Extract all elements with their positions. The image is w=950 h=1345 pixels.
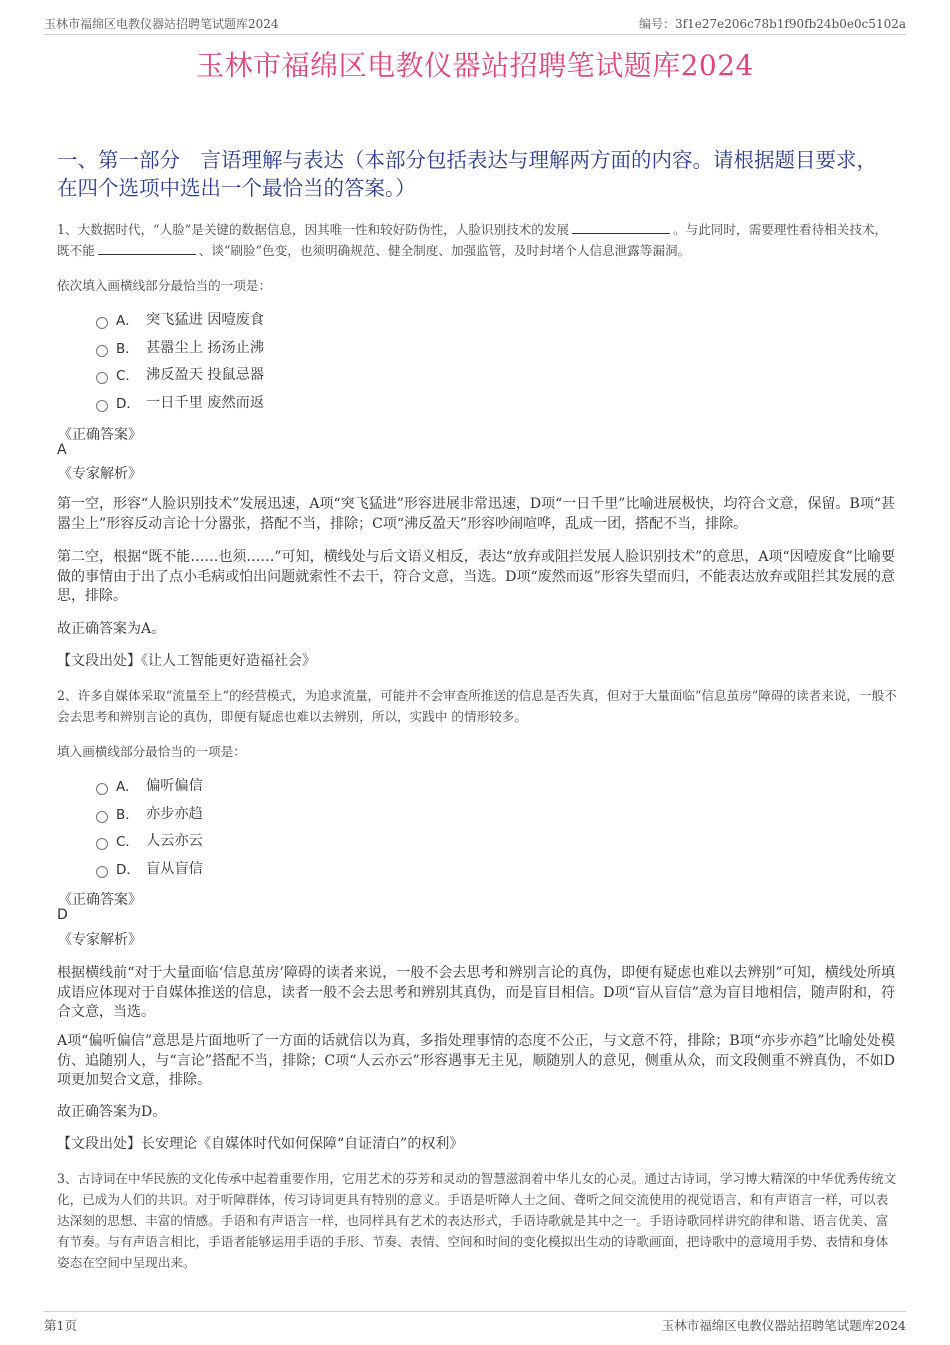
option-b[interactable]: [96, 799, 203, 827]
option-letter: B．: [116, 806, 139, 823]
question-1-part-c: 、谈“刷脸”色变，也须明确规范、健全制度、加强监管，及时封堵个人信息泄露等漏洞。: [198, 243, 691, 258]
option-letter: B．: [116, 340, 139, 357]
page-number: 第1页: [44, 1318, 77, 1333]
option-b[interactable]: [96, 333, 264, 361]
page-footer: [44, 1311, 906, 1336]
option-text: 人云亦云: [146, 833, 203, 850]
question-1-prompt: 依次填入画横线部分最恰当的一项是：: [57, 278, 272, 293]
question-1-part-b: 。与此同时，需要理性看待相关技术，既不能: [57, 222, 888, 258]
answer-blank: [98, 243, 196, 255]
correct-answer: A: [57, 442, 67, 458]
analysis-conclusion: 故正确答案为D。: [57, 1104, 167, 1120]
radio-button[interactable]: [96, 783, 108, 795]
analysis-paragraph: A项“偏听偏信”意思是片面地听了一方面的话就信以为真，多指处理事情的态度不公正，与文意不符，排除；B项“亦步亦趋”比喻处处模仿、追随别人，与“言论”搭配不当，排除；C项“人云亦云”形容遇事无主见，顺随别人的意见，侧重从众，而文段侧重不辨真伪，不如D项更加契合文意，排除。: [57, 1033, 895, 1088]
question-1-options: [96, 305, 264, 416]
answer-blank: [572, 222, 670, 234]
analysis-paragraph: 第一空，形容“人脸识别技术”发展迅速，A项“突飞猛进”形容进展非常迅速，D项“一日千里”比喻进展极快，均符合文意，保留。B项“甚嚣尘上”形容反动言论十分嚣张，搭配不当，排除；C项“沸反盈天”形容吵闹喧哗，乱成一团，搭配不当，排除。: [57, 496, 895, 532]
option-letter: A．: [116, 312, 139, 329]
correct-answer-label: 《正确答案》: [58, 892, 142, 908]
source-citation: 【文段出处】长安理论《自媒体时代如何保障“自证清白”的权利》: [57, 1136, 464, 1152]
correct-answer: D: [57, 907, 68, 923]
page-title: 玉林市福绵区电教仪器站招聘笔试题库2024: [196, 49, 754, 82]
option-text: 沸反盈天 投鼠忌器: [146, 367, 265, 384]
question-1-part-a: 1、大数据时代，“人脸”是关键的数据信息，因其唯一性和较好防伪性，人脸识别技术的发展: [57, 222, 570, 237]
radio-button[interactable]: [96, 345, 108, 357]
option-c[interactable]: [96, 361, 264, 389]
option-text: 甚嚣尘上 扬汤止沸: [146, 339, 265, 356]
question-2-prompt: 填入画横线部分最恰当的一项是：: [57, 744, 246, 759]
option-text: 亦步亦趋: [146, 805, 203, 822]
option-letter: A．: [116, 778, 139, 795]
radio-button[interactable]: [96, 838, 108, 850]
option-c[interactable]: [96, 827, 203, 855]
header-doc-id: 编号：3f1e27e206c78b1f90fb24b0e0c5102a: [639, 17, 906, 31]
question-1-text: [57, 219, 899, 261]
option-text: 盲从盲信: [146, 861, 203, 878]
option-text: 突飞猛进 因噎废食: [146, 311, 265, 328]
footer-doc-title: 玉林市福绵区电教仪器站招聘笔试题库2024: [661, 1318, 906, 1333]
expert-analysis-label: 《专家解析》: [58, 932, 142, 948]
analysis-conclusion: 故正确答案为A。: [57, 621, 166, 637]
question-2-text: 2、许多自媒体采取“流量至上”的经营模式，为追求流量，可能并不会审查所推送的信息是否失真，但对于大量面临“信息茧房”障碍的读者来说，一般不会去思考和辨别言论的真伪，即便有疑虑也难以去辨别，所以，实践中 的情形较多。: [57, 688, 897, 724]
correct-answer-label: 《正确答案》: [58, 427, 142, 443]
analysis-paragraph: 第二空，根据“既不能……也须……”可知，横线处与后文语义相反，表达“放弃或阻拦发展人脸识别技术”的意思，A项“因噎废食”比喻要做的事情由于出了点小毛病或怕出问题就索性不去干，符合文意，当选。D项“废然而返”形容失望而归，不能表达放弃或阻拦其发展的意思，排除。: [57, 549, 895, 604]
option-letter: D．: [116, 862, 140, 879]
analysis-paragraph: 根据横线前“对于大量面临‘信息茧房’障碍的读者来说，一般不会去思考和辨别言论的真伪，即便有疑虑也难以去辨别”可知，横线处所填成语应体现对于自媒体推送的信息，读者一般不会去思考和辨别其真伪，而是盲目相信。D项“盲从盲信”意为盲目地相信，随声附和，符合文意，当选。: [57, 965, 895, 1020]
radio-button[interactable]: [96, 400, 108, 412]
radio-button[interactable]: [96, 317, 108, 329]
option-letter: D．: [116, 396, 140, 413]
question-3-text: 3、古诗词在中华民族的文化传承中起着重要作用，它用艺术的芬芳和灵动的智慧滋润着中华儿女的心灵。通过古诗词，学习博大精深的中华优秀传统文化，已成为人们的共识。对于听障群体，传习诗词更具有特别的意义。手语是听障人士之间、聋听之间交流使用的视觉语言，和有声语言一样，可以表达深刻的思想、丰富的情感。手语和有声语言一样，也同样具有艺术的表达形式，手语诗歌就是其中之一。手语诗歌同样讲究韵律和谐、语言优美、富有节奏。与有声语言相比，手语者能够运用手语的手形、节奏、表情、空间和时间的变化模拟出生动的诗歌画面，把诗歌中的意境用手势、表情和身体姿态在空间中呈现出来。: [57, 1171, 897, 1270]
header-doc-title: 玉林市福绵区电教仪器站招聘笔试题库2024: [44, 17, 279, 31]
option-letter: C．: [116, 834, 139, 851]
radio-button[interactable]: [96, 372, 108, 384]
option-a[interactable]: [96, 305, 264, 333]
page-header: [44, 12, 906, 35]
option-text: 一日千里 废然而返: [146, 395, 265, 412]
radio-button[interactable]: [96, 866, 108, 878]
expert-analysis-label: 《专家解析》: [58, 466, 142, 482]
option-a[interactable]: [96, 771, 203, 799]
radio-button[interactable]: [96, 811, 108, 823]
option-text: 偏听偏信: [146, 777, 203, 794]
option-d[interactable]: [96, 388, 264, 416]
option-d[interactable]: [96, 854, 203, 882]
source-citation: 【文段出处】《让人工智能更好造福社会》: [57, 653, 316, 669]
question-2-options: [96, 771, 203, 882]
section-heading: 一、第一部分 言语理解与表达（本部分包括表达与理解两方面的内容。请根据题目要求，在四个选项中选出一个最恰当的答案。）: [57, 148, 877, 200]
option-letter: C．: [116, 368, 139, 385]
